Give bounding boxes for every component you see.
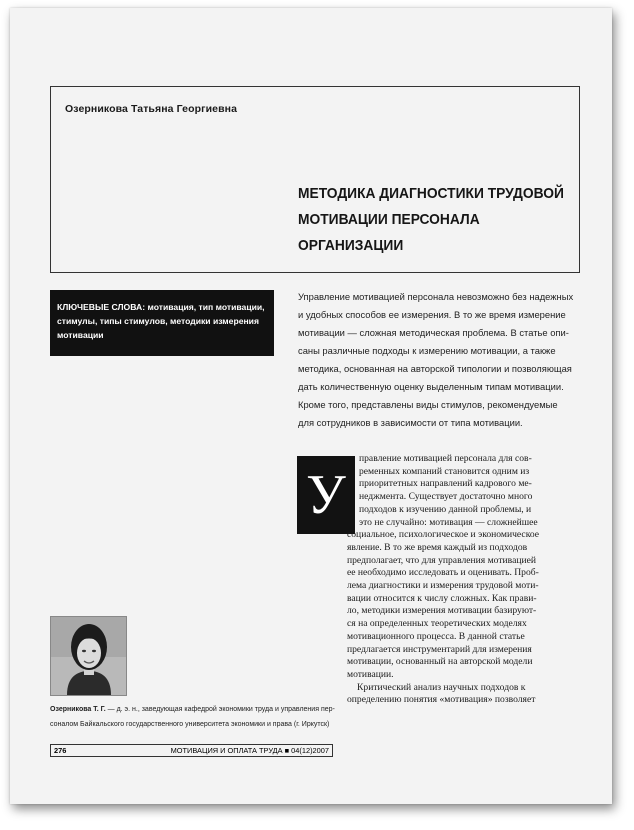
article-title-line: МОТИВАЦИИ ПЕРСОНАЛА — [298, 211, 480, 228]
body-line: мотивации. — [347, 668, 394, 680]
body-line: ся на определенных теоретических моделях — [347, 618, 527, 630]
abstract-line: мотивации — сложная методическая проблема. В статье опи- — [298, 327, 569, 338]
body-line: мотивационного процесса. В данной статье — [347, 630, 525, 642]
author-portrait-icon — [51, 617, 126, 695]
body-line: социальное, психологическое и экономическое — [347, 529, 540, 541]
keywords-box — [50, 290, 274, 356]
keywords-line: стимулы, типы стимулов, методики измерения — [57, 316, 259, 326]
abstract — [298, 288, 590, 432]
body-line: неджмента. Существует достаточно много — [359, 491, 533, 503]
author-name: Озерникова Татьяна Георгиевна — [65, 103, 238, 115]
abstract-line: методика, основанная на авторской типологии и позволяющая — [298, 363, 572, 374]
drop-cap: У — [297, 456, 355, 534]
body-line: подходов к изучению данной проблемы, и — [359, 503, 532, 515]
document-page — [10, 8, 612, 804]
abstract-line: и удобных способов ее измерения. В то же время измерение — [298, 309, 566, 320]
body-line: предлагается инструментарий для измерения — [347, 643, 532, 655]
body-line: ло, методики измерения мотивации базируют- — [347, 605, 537, 617]
abstract-line: для сотрудников в зависимости от типа мотивации. — [298, 417, 523, 428]
article-title-line: ОРГАНИЗАЦИИ — [298, 237, 404, 254]
caption-line — [50, 702, 350, 717]
caption-author-name: Озерникова Т. Г. — [50, 706, 106, 713]
keywords-line: КЛЮЧЕВЫЕ СЛОВА: мотивация, тип мотивации, — [57, 302, 265, 312]
author-caption — [50, 702, 350, 732]
body-line: ременных компаний становится одним из — [359, 465, 530, 477]
body-line: Критический анализ научных подходов к — [357, 681, 526, 693]
body-line: вации относится к числу сложных. Как прави- — [347, 592, 537, 604]
abstract-line: дать количественную оценку выделенным типам мотивации. — [298, 381, 564, 392]
body-line: явление. В то же время каждый из подходов — [347, 541, 528, 553]
abstract-line: Кроме того, представлены виды стимулов, рекомендуемые — [298, 399, 558, 410]
body-line: ее необходимо исследовать и оценивать. Проб- — [347, 567, 539, 579]
abstract-line: саны различные подходы к измерению мотивации, а также — [298, 345, 556, 356]
page-footer — [50, 744, 333, 757]
abstract-line: Управление мотивацией персонала невозможно без надежных — [298, 291, 574, 302]
page-number: 276 — [54, 746, 67, 755]
journal-issue: МОТИВАЦИЯ И ОПЛАТА ТРУДА ■ 04(12)2007 — [170, 746, 329, 755]
keywords-line: мотивации — [57, 330, 104, 340]
body-text — [347, 453, 595, 707]
caption-line: соналом Байкальского государственного университета экономики и права (г. Иркутск) — [50, 721, 330, 728]
author-photo — [50, 616, 127, 696]
body-line: мотивации, основанный на авторской модели — [347, 656, 533, 668]
body-line: это не случайно: мотивация — сложнейшее — [359, 516, 538, 528]
article-title-line: МЕТОДИКА ДИАГНОСТИКИ ТРУДОВОЙ — [298, 185, 564, 202]
body-line: предполагает, что для управления мотивацией — [347, 554, 536, 566]
body-line: определению понятия «мотивация» позволяет — [347, 694, 536, 706]
body-line: лема диагностики и измерения трудовой моти- — [347, 580, 539, 592]
body-line: приоритетных направлений кадрового ме- — [359, 478, 532, 490]
article-title — [298, 181, 574, 259]
caption-description: — д. э. н., заведующая кафедрой экономики труда и управления пер- — [105, 706, 335, 713]
body-line: правление мотивацией персонала для сов- — [359, 453, 532, 464]
